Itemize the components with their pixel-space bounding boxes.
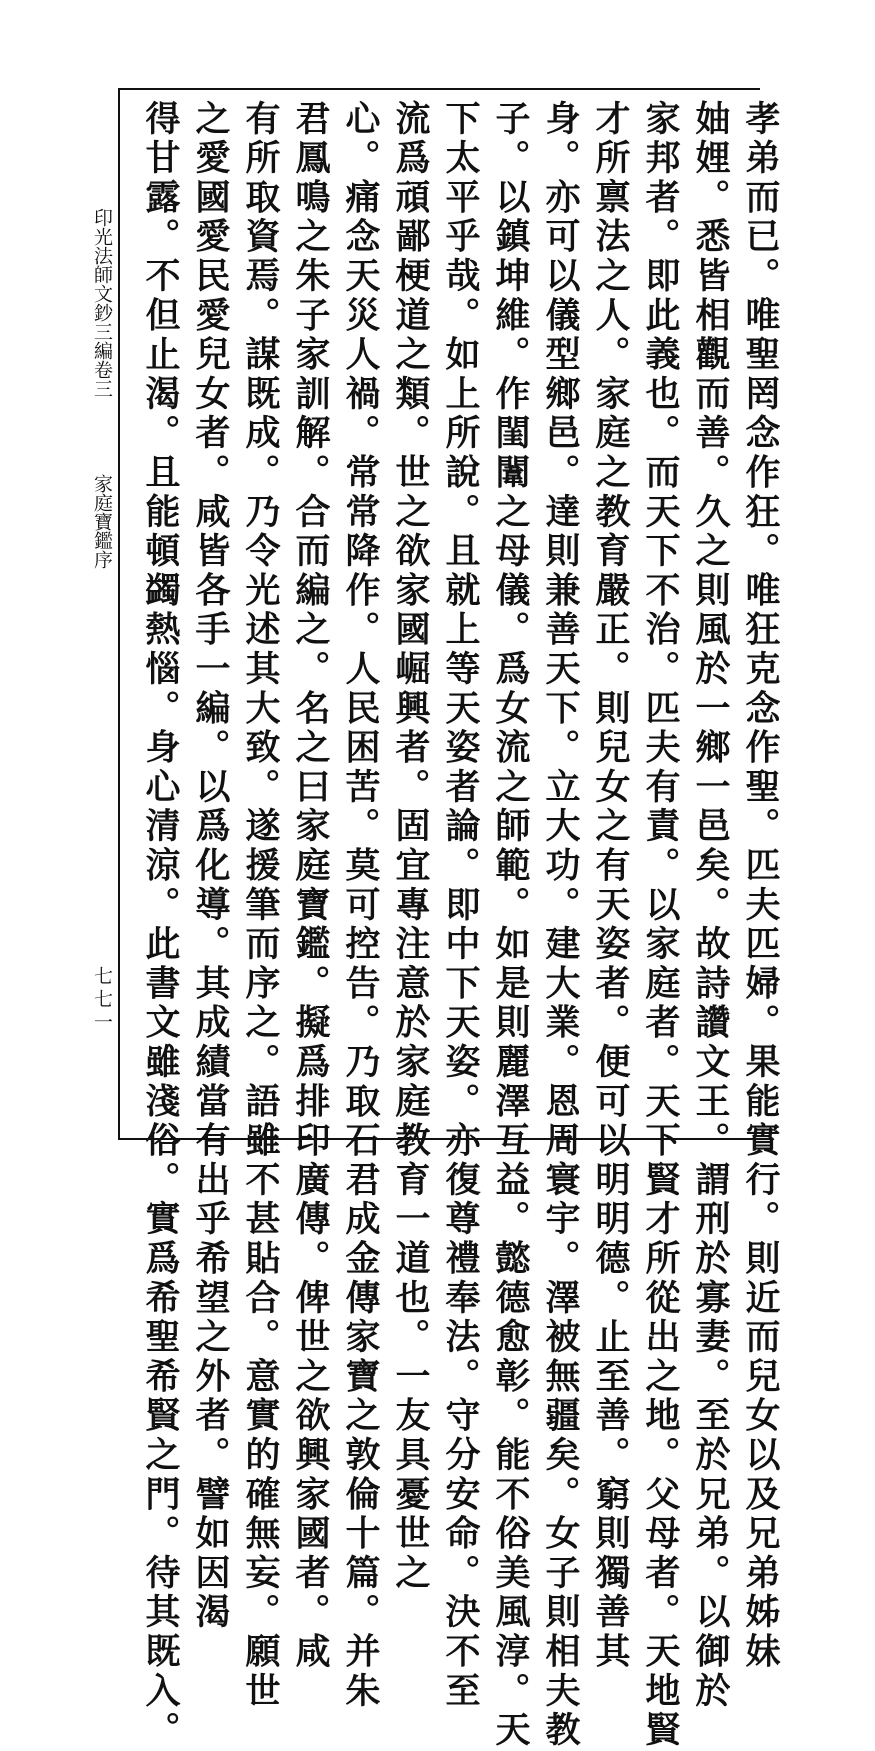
text-column-8: 流爲頑鄙梗道之類。世之欲家國崛興者。固宜專注意於家庭教育一道也。一友具憂世之: [390, 100, 431, 1594]
text-column-1: 孝弟而已。唯聖罔念作狂。唯狂克念作聖。匹夫匹婦。果能實行。則近而兒女以及兄弟姊妹: [740, 100, 781, 1672]
frame-left-rule: [118, 88, 120, 1140]
text-column-10: 君鳳鳴之朱子家訓解。合而編之。名之曰家庭寶鑑。擬爲排印廣傳。俾世之欲興家國者。咸: [290, 100, 331, 1672]
frame-top-rule: [118, 88, 760, 90]
text-column-11: 有所取資焉。謀既成。乃令光述其大致。遂援筆而序之。語雖不甚貼合。意實的確無妄。願世: [240, 100, 281, 1712]
text-column-6: 子。以鎮坤維。作閨闈之母儀。爲女流之師範。如是則麗澤互益。懿德愈彰。能不俗美風淳。天: [490, 100, 531, 1751]
text-column-9: 心。痛念天災人禍。常常降作。人民困苦。莫可控告。乃取石君成金傳家寶之敦倫十篇。并朱: [340, 100, 381, 1712]
running-head-section: 家庭寶鑑序: [91, 474, 113, 569]
text-column-7: 下太平乎哉。如上所說。且就上等天姿者論。即中下天姿。亦復尊禮奉法。守分安命。決不至: [440, 100, 481, 1712]
running-head-title: 印光法師文鈔三編卷三: [91, 208, 113, 398]
text-column-12: 之愛國愛民愛兒女者。咸皆各手一編。以爲化導。其成績當有出乎希望之外者。譬如因渴: [190, 100, 231, 1633]
text-column-3: 家邦者。即此義也。而天下不治。匹夫有責。以家庭者。天下賢才所從出之地。父母者。天地賢: [640, 100, 681, 1751]
text-column-13: 得甘露。不但止渴。且能頓蠲熱惱。身心清涼。此書文雖淺俗。實爲希聖希賢之門。待其既入。: [140, 100, 181, 1751]
text-column-2: 妯娌。悉皆相觀而善。久之則風於一鄉一邑矣。故詩讚文王。謂刑於寡妻。至於兄弟。以御於: [690, 100, 731, 1712]
text-column-5: 身。亦可以儀型鄉邑。達則兼善天下。立大功。建大業。恩周寰宇。澤被無疆矣。女子則相夫教: [540, 100, 581, 1751]
text-column-4: 才所禀法之人。家庭之教育嚴正。則兒女之有天姿者。便可以明明德。止至善。窮則獨善其: [590, 100, 631, 1672]
page-number: 七七一: [91, 966, 113, 1035]
